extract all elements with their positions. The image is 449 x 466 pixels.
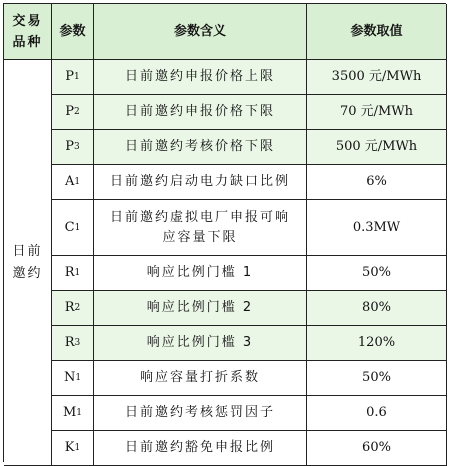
header-parameter: [52, 4, 94, 60]
param-subscript: 1: [74, 222, 81, 233]
param-value-cell: [307, 326, 447, 361]
param-symbol: A: [64, 174, 75, 189]
param-meaning-cell: [94, 130, 307, 165]
param-meaning: 日前邀约考核价格下限: [124, 139, 275, 154]
param-symbol-cell: [52, 326, 94, 361]
param-meaning-cell: [94, 291, 307, 326]
param-meaning: 日前邀约豁免申报比例: [124, 440, 275, 455]
param-meaning-cell: [94, 431, 307, 466]
param-symbol: P: [65, 139, 74, 154]
param-symbol: P: [65, 69, 74, 84]
param-meaning-cell: [94, 361, 307, 396]
param-value-cell: [307, 256, 447, 291]
param-symbol-cell: [52, 256, 94, 291]
param-subscript: 1: [76, 408, 83, 418]
param-subscript: 3: [74, 338, 81, 348]
trade-type-label: 日前 邀约: [12, 243, 43, 281]
param-symbol-cell: [52, 431, 94, 466]
param-meaning: 日前邀约申报价格下限: [124, 104, 275, 119]
param-subscript: 1: [74, 268, 81, 278]
param-symbol-cell: [52, 165, 94, 200]
param-symbol: P: [65, 104, 74, 119]
param-symbol: N: [63, 370, 76, 385]
param-value-cell: [307, 291, 447, 326]
param-meaning-cell: [94, 396, 307, 431]
param-value-cell: [307, 60, 447, 95]
header-parameter-meaning-text: 参数含义: [173, 23, 226, 39]
param-symbol-cell: [52, 361, 94, 396]
param-value-cell: [307, 200, 447, 256]
param-symbol-cell: [52, 200, 94, 256]
param-meaning: 日前邀约虚拟电厂申报可响 应容量下限: [109, 209, 290, 245]
header-parameter-value-text: 参数取值: [350, 23, 403, 39]
param-meaning-cell: [94, 95, 307, 130]
param-value: 0.3MW: [352, 219, 401, 235]
param-value-cell: [307, 361, 447, 396]
param-value: 0.6: [366, 405, 387, 420]
param-value-cell: [307, 95, 447, 130]
param-subscript: 3: [74, 142, 80, 152]
param-value-cell: [307, 396, 447, 431]
param-value: 120%: [357, 335, 396, 350]
header-parameter-meaning: [94, 4, 307, 60]
header-parameter-text: 参数: [59, 23, 86, 39]
param-meaning: 响应比例门槛 3: [146, 335, 254, 350]
param-value: 6%: [366, 174, 387, 189]
param-subscript: 2: [74, 107, 80, 117]
param-value: 50%: [362, 265, 391, 280]
param-symbol: R: [64, 335, 75, 350]
param-subscript: 1: [74, 72, 80, 82]
param-meaning-cell: [94, 60, 307, 95]
param-value-cell: [307, 130, 447, 165]
param-symbol-cell: [52, 60, 94, 95]
param-subscript: 1: [74, 443, 81, 453]
param-symbol-cell: [52, 130, 94, 165]
trade-type-cell: [4, 60, 52, 466]
param-symbol: C: [64, 219, 75, 235]
param-symbol-cell: [52, 291, 94, 326]
param-meaning: 响应比例门槛 2: [146, 300, 254, 315]
param-meaning: 响应比例门槛 1: [146, 265, 254, 280]
header-parameter-value: [307, 4, 447, 60]
param-symbol: K: [64, 440, 75, 455]
param-meaning: 日前邀约启动电力缺口比例: [109, 174, 290, 189]
param-value-cell: [307, 165, 447, 200]
param-symbol: M: [62, 405, 77, 420]
param-meaning: 日前邀约申报价格上限: [124, 69, 275, 84]
param-symbol: R: [64, 300, 75, 315]
param-symbol-cell: [52, 95, 94, 130]
param-value: 80%: [362, 300, 391, 315]
param-value: 3500 元/MWh: [331, 69, 422, 84]
param-meaning: 响应容量打折系数: [139, 370, 260, 385]
param-subscript: 2: [74, 303, 81, 313]
header-trade-type-text: 交易 品种: [12, 13, 43, 50]
param-subscript: 1: [75, 373, 82, 383]
param-meaning-cell: [94, 200, 307, 256]
param-meaning-cell: [94, 326, 307, 361]
param-subscript: 1: [74, 177, 81, 187]
param-value: 500 元/MWh: [335, 139, 418, 154]
parameter-table: [3, 3, 446, 462]
param-symbol: R: [64, 265, 75, 280]
param-value-cell: [307, 431, 447, 466]
param-meaning-cell: [94, 165, 307, 200]
header-trade-type: [4, 4, 52, 60]
param-meaning: 日前邀约考核惩罚因子: [124, 405, 275, 420]
param-meaning-cell: [94, 256, 307, 291]
param-symbol-cell: [52, 396, 94, 431]
param-value: 50%: [362, 370, 391, 385]
param-value: 70 元/MWh: [339, 104, 414, 119]
param-value: 60%: [362, 440, 391, 455]
